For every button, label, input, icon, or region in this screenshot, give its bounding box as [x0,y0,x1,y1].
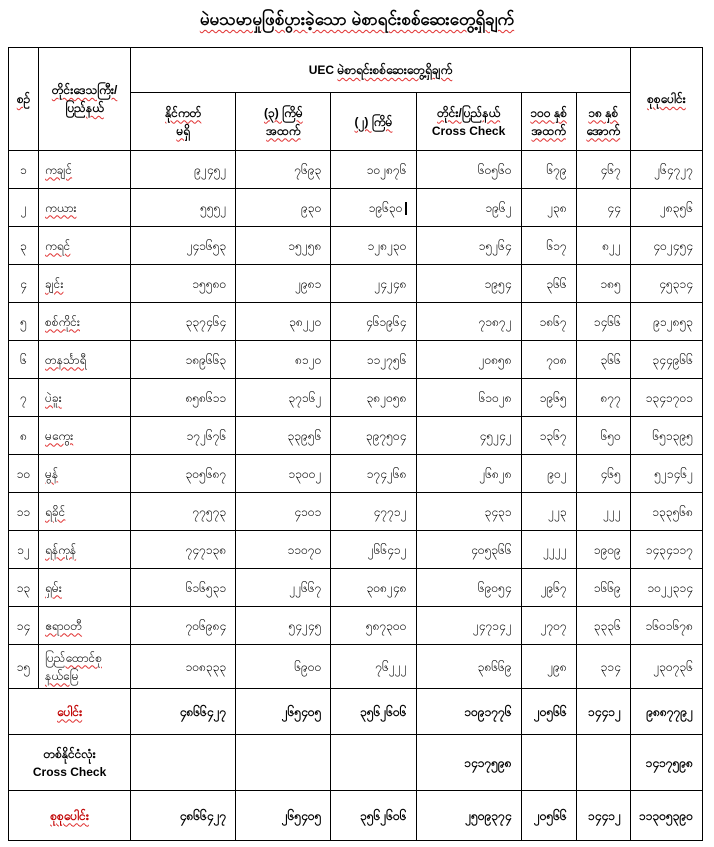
value-cell-r၈-c1: ၁၇၂၆၇၆ [131,417,236,455]
table-row-region-၈ [9,417,703,455]
value-cell-r၈-c5: ၁၃၆၇ [521,417,576,455]
value-cell-r၁၄-c4: ၂၄၇၁၄၂ [416,607,521,645]
value-cell-r၈-c4: ၄၅၂၄၂ [416,417,521,455]
nationwide-crosscheck-row [9,735,703,791]
value-cell-r၇-c6: ၈၇၇ [576,379,630,417]
value-cell-r၁၂-c5: ၂၂၂၂ [521,531,576,569]
value-cell-r၁၃-c6: ၁၆၆၉ [576,569,630,607]
value-cell-r၂-c4: ၁၉၆၂ [416,189,521,227]
value-cell-r၁၃-c4: ၆၉၀၅၄ [416,569,521,607]
value-cell-r၁၀-c1: ၃၀၅၆၈၇ [131,455,236,493]
value-cell-r၄-c4: ၁၉၅၄ [416,265,521,303]
region-name: မွန် [39,455,131,493]
grand-total-row-c5: ၂၀၅၆၆ [521,791,576,841]
value-cell-r၆-c3: ၁၁၂၇၅၆ [331,341,416,379]
value-cell-r၁၄-c5: ၂၇၀၇ [521,607,576,645]
subheader-col-4: တိုင်း/ပြည်နယ် Cross Check [416,93,521,151]
value-cell-r၁၄-c1: ၇၀၆၉၈၄ [131,607,236,645]
value-cell-r၁-c6: ၄၆၇ [576,151,630,189]
value-cell-r၇-c5: ၁၉၆၅ [521,379,576,417]
value-cell-r၇-c4: ၆၁၀၂၈ [416,379,521,417]
value-cell-r၁၀-c6: ၄၆၅ [576,455,630,493]
table-row-region-၁၅ [9,645,703,689]
value-cell-r၁၀-c5: ၉၀၂ [521,455,576,493]
page-title: မဲမသမာမှုဖြစ်ပွားခဲ့သော မဲစာရင်းစစ်ဆေးတွေ့ရှိချက် [199,10,515,29]
value-cell-r၁၅-c2: ၆၉၀၀ [236,645,331,689]
grand-total-row-c6: ၁၄၄၁၂ [576,791,630,841]
value-cell-r၃-c3: ၁၂၈၂၃၀ [331,227,416,265]
grand-total-row-c7: ၁၁၃၀၅၃၉၀ [630,791,702,841]
value-cell-r၁၂-c3: ၂၆၆၄၁၂ [331,531,416,569]
row-serial-no: ၁၂ [9,531,39,569]
nationwide-crosscheck-row-label: တစ်နိုင်ငံလုံး Cross Check [9,735,131,791]
row-serial-no: ၄ [9,265,39,303]
region-name: ချင်း [39,265,131,303]
value-cell-r၁-c2: ၇၆၉၃ [236,151,331,189]
value-cell-r၁၃-c2: ၂၂၆၆၇ [236,569,331,607]
value-cell-r၁၂-c1: ၇၄၇၁၃၈ [131,531,236,569]
value-cell-r၁၄-c3: ၅၈၇၃၀၀ [331,607,416,645]
value-cell-r၁၂-c7: ၁၄၃၄၁၁၇ [630,531,702,569]
grand-total-row [9,791,703,841]
value-cell-r၁၄-c6: ၃၃၃၆ [576,607,630,645]
value-cell-r၆-c7: ၃၄၄၉၆၆ [630,341,702,379]
value-cell-r၃-c5: ၆၁၇ [521,227,576,265]
value-cell-r၁၅-c7: ၂၃၀၇၃၆ [630,645,702,689]
value-cell-r၂-c3[interactable]: ၁၉၆၃၀ [331,189,416,227]
region-name: တနင်္သာရီ [39,341,131,379]
header-uec-findings-group: UEC မဲစာရင်းစစ်ဆေးတွေ့ရှိချက် [131,48,631,93]
value-cell-r၁၁-c4: ၃၄၃၁ [416,493,521,531]
table-row-region-၁၄ [9,607,703,645]
value-cell-r၁၀-c3: ၁၇၄၂၆၈ [331,455,416,493]
table-row-region-၁၃ [9,569,703,607]
value-cell-r၄-c7: ၄၅၃၁၄ [630,265,702,303]
value-cell-r၁၅-c6: ၃၁၄ [576,645,630,689]
row-serial-no: ၂ [9,189,39,227]
text-caret [405,202,407,215]
nationwide-crosscheck-row-c5 [521,735,576,791]
region-name: ကချင် [39,151,131,189]
value-cell-r၁၃-c5: ၂၉၆၇ [521,569,576,607]
table-row-region-၅ [9,303,703,341]
value-cell-r၁၁-c7: ၁၃၃၅၆၈ [630,493,702,531]
value-cell-r၁၄-c2: ၅၄၂၄၅ [236,607,331,645]
region-name: ရခိုင် [39,493,131,531]
subtotal-row-c1: ၄၈၆၆၄၂၇ [131,689,236,735]
row-serial-no: ၁၀ [9,455,39,493]
region-name: ရှမ်း [39,569,131,607]
subtotal-row-c3: ၃၅၆၂၆၀၆ [331,689,416,735]
table-row-region-၆ [9,341,703,379]
nationwide-crosscheck-row-c4: ၁၄၁၇၅၉၈ [416,735,521,791]
value-cell-r၆-c2: ၈၁၂၀ [236,341,331,379]
table-row-region-၄ [9,265,703,303]
value-cell-r၇-c3: ၃၈၂၀၅၈ [331,379,416,417]
value-cell-r၈-c2: ၃၃၉၅၆ [236,417,331,455]
value-cell-r၃-c1: ၂၄၁၆၅၃ [131,227,236,265]
subtotal-row [9,689,703,735]
row-serial-no: ၈ [9,417,39,455]
value-cell-r၁၃-c3: ၃၀၈၂၄၈ [331,569,416,607]
nationwide-crosscheck-row-c2 [236,735,331,791]
nationwide-crosscheck-row-c3 [331,735,416,791]
table-row-region-၂ [9,189,703,227]
value-cell-r၇-c7: ၁၃၄၁၇၀၁ [630,379,702,417]
nationwide-crosscheck-row-c6 [576,735,630,791]
grand-total-row-c4: ၂၅၀၉၃၇၄ [416,791,521,841]
subheader-col-5: ၁၀၀ နှစ် အထက် [521,93,576,151]
row-serial-no: ၃ [9,227,39,265]
grand-total-row-c1: ၄၈၆၆၄၂၇ [131,791,236,841]
value-cell-r၃-c2: ၁၅၂၅၈ [236,227,331,265]
subheader-col-1: နိုင်ကတ် မရှိ [131,93,236,151]
subtotal-row-c7: ၉၈၈၇၇၉၂ [630,689,702,735]
region-name: ပြည်ထောင်စုနယ်မြေ [39,645,131,689]
grand-total-row-label: စုစုပေါင်း [9,791,131,841]
value-cell-r၁၀-c4: ၂၆၈၂၈ [416,455,521,493]
value-cell-r၁-c3: ၁၀၂၈၇၆ [331,151,416,189]
value-cell-r၁၂-c4: ၄၀၅၃၆၆ [416,531,521,569]
value-cell-r၂-c6: ၄၄ [576,189,630,227]
title-bar [0,0,714,33]
table-row-region-၁၂ [9,531,703,569]
table-row-region-၁ [9,151,703,189]
value-cell-r၆-c5: ၇၀၈ [521,341,576,379]
value-cell-r၁-c1: ၉၂၄၅၂ [131,151,236,189]
value-cell-r၁၀-c7: ၅၂၁၄၆၂ [630,455,702,493]
value-cell-r၁-c5: ၆၇၉ [521,151,576,189]
value-cell-r၁၀-c2: ၁၃၀၀၂ [236,455,331,493]
header-region-state: တိုင်းဒေသကြီး/ ပြည်နယ် [39,48,131,151]
value-cell-r၅-c4: ၇၁၈၇၂ [416,303,521,341]
subheader-col-3: (၂) ကြိမ် [331,93,416,151]
value-cell-r၁၅-c4: ၃၈၆၆၉ [416,645,521,689]
value-cell-r၆-c4: ၂၀၈၅၈ [416,341,521,379]
region-name: မကွေး [39,417,131,455]
value-cell-r၂-c5: ၂၃၈ [521,189,576,227]
value-cell-r၄-c2: ၂၉၈၁ [236,265,331,303]
region-name: ရန်ကုန် [39,531,131,569]
row-serial-no: ၁၁ [9,493,39,531]
row-serial-no: ၁ [9,151,39,189]
nationwide-crosscheck-row-c7: ၁၄၁၇၅၉၈ [630,735,702,791]
value-cell-r၁၂-c6: ၁၉၀၉ [576,531,630,569]
subheader-col-2: (၃) ကြိမ် အထက် [236,93,331,151]
subheader-col-6: ၁၈ နှစ် အောက် [576,93,630,151]
value-cell-r၄-c1: ၁၅၅၈၀ [131,265,236,303]
value-cell-r၇-c1: ၈၅၈၆၁၁ [131,379,236,417]
value-cell-r၅-c3: ၄၆၁၉၆၄ [331,303,416,341]
value-cell-r၆-c1: ၁၈၉၆၆၃ [131,341,236,379]
value-cell-r၅-c5: ၁၈၆၇ [521,303,576,341]
region-name: စစ်ကိုင်း [39,303,131,341]
value-cell-r၁၁-c1: ၇၇၅၇၃ [131,493,236,531]
value-cell-r၃-c7: ၄၀၂၄၅၄ [630,227,702,265]
value-cell-r၃-c6: ၈၂၂ [576,227,630,265]
value-cell-r၁၁-c2: ၄၁၀၁ [236,493,331,531]
value-cell-r၁-c7: ၂၆၄၇၂၇ [630,151,702,189]
region-name: ပဲခူး [39,379,131,417]
value-cell-r၁၅-c5: ၂၉၈ [521,645,576,689]
value-cell-r၁၁-c3: ၄၇၇၁၂ [331,493,416,531]
value-cell-r၅-c7: ၉၁၂၈၅၃ [630,303,702,341]
value-cell-r၂-c2: ၉၃၀ [236,189,331,227]
table-row-region-၁၀ [9,455,703,493]
grand-total-row-c3: ၃၅၆၂၆၀၆ [331,791,416,841]
voter-list-findings-table [8,47,703,841]
value-cell-r၄-c5: ၃၆၆ [521,265,576,303]
subtotal-row-c4: ၁၀၉၁၇၇၆ [416,689,521,735]
value-cell-r၁၃-c1: ၆၁၆၅၃၁ [131,569,236,607]
value-cell-r၁၂-c2: ၁၁၀၇၀ [236,531,331,569]
value-cell-r၁၅-c3: ၇၆၂၂၂ [331,645,416,689]
region-name: ဧရာဝတီ [39,607,131,645]
value-cell-r၁-c4: ၆၀၅၆၀ [416,151,521,189]
row-serial-no: ၁၅ [9,645,39,689]
header-serial-no: စဉ် [9,48,39,151]
value-cell-r၅-c1: ၃၃၇၄၆၄ [131,303,236,341]
value-cell-r၅-c6: ၁၄၆၆ [576,303,630,341]
header-grand-total: စုစုပေါင်း [630,48,702,151]
row-serial-no: ၁၄ [9,607,39,645]
value-cell-r၇-c2: ၃၇၁၆၂ [236,379,331,417]
region-name: ကယား [39,189,131,227]
nationwide-crosscheck-row-c1 [131,735,236,791]
value-cell-r၅-c2: ၃၈၂၂၀ [236,303,331,341]
value-cell-r၄-c3: ၂၄၂၄၈ [331,265,416,303]
region-name: ကရင် [39,227,131,265]
table-row-region-၁၁ [9,493,703,531]
value-cell-r၈-c7: ၆၅၁၃၉၅ [630,417,702,455]
value-cell-r၄-c6: ၁၈၅ [576,265,630,303]
value-cell-r၁၁-c6: ၂၂၂ [576,493,630,531]
grand-total-row-c2: ၂၆၅၄၀၅ [236,791,331,841]
row-serial-no: ၁၃ [9,569,39,607]
value-cell-r၃-c4: ၁၅၂၆၄ [416,227,521,265]
value-cell-r၂-c1: ၅၅၅၂ [131,189,236,227]
value-cell-r၂-c7: ၂၈၃၅၆ [630,189,702,227]
subtotal-row-c6: ၁၄၄၁၂ [576,689,630,735]
value-cell-r၈-c6: ၆၅၀ [576,417,630,455]
table-row-region-၇ [9,379,703,417]
subtotal-row-c5: ၂၀၅၆၆ [521,689,576,735]
value-cell-r၁၅-c1: ၁၀၈၃၃၃ [131,645,236,689]
value-cell-r၁၃-c7: ၁၀၂၂၃၁၄ [630,569,702,607]
row-serial-no: ၅ [9,303,39,341]
subtotal-row-label: ပေါင်း [9,689,131,735]
table-row-region-၃ [9,227,703,265]
row-serial-no: ၇ [9,379,39,417]
value-cell-r၁၄-c7: ၁၆၀၁၆၇၈ [630,607,702,645]
value-cell-r၈-c3: ၃၉၇၅၀၄ [331,417,416,455]
value-cell-r၆-c6: ၃၆၆ [576,341,630,379]
subtotal-row-c2: ၂၆၅၄၀၅ [236,689,331,735]
row-serial-no: ၆ [9,341,39,379]
value-cell-r၁၁-c5: ၂၂၃ [521,493,576,531]
